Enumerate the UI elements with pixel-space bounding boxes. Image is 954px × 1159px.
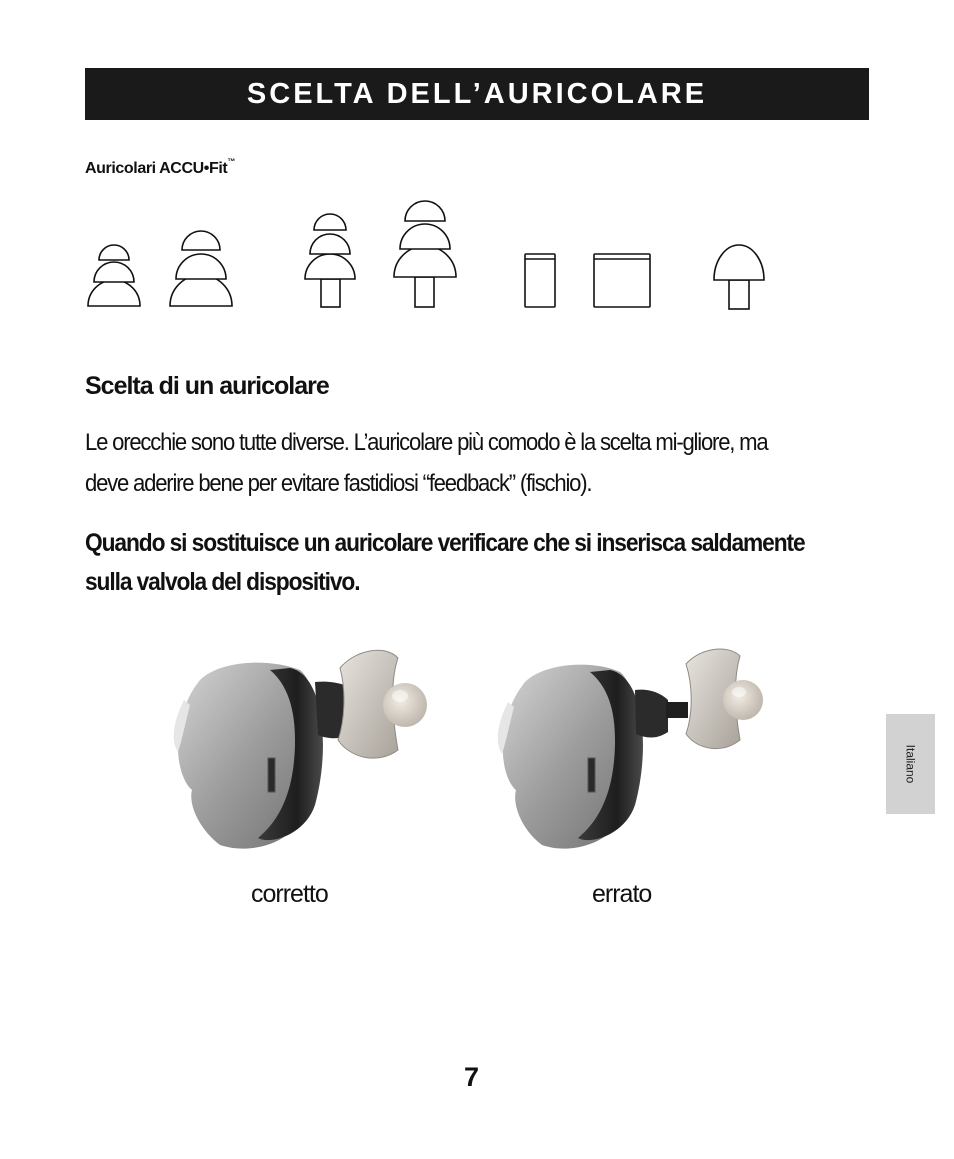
- foam-tip-large-icon: [594, 254, 650, 307]
- ear-tips-illustration: [80, 190, 780, 315]
- hearing-aid-incorrect-image: [490, 640, 765, 865]
- triple-flange-stem-tip-large-icon: [394, 201, 456, 307]
- section-title: SCELTA DELL’AURICOLARE: [246, 77, 708, 110]
- mushroom-tip-icon: [714, 245, 764, 309]
- triple-flange-tip-icon: [88, 245, 140, 306]
- hearing-aid-correct-image: [160, 640, 430, 865]
- incorrect-caption: errato: [592, 880, 652, 908]
- language-tab: [886, 714, 935, 814]
- tips-label: Auricolari ACCU•Fit™: [85, 157, 235, 177]
- replacement-note: Quando si sostituisce un auricolare verificare che si inserisca saldamente sulla valvola del dispositivo.: [85, 529, 805, 596]
- triple-flange-stem-tip-icon: [305, 214, 355, 307]
- correct-caption: corretto: [251, 880, 328, 908]
- trademark-symbol: ™: [227, 157, 235, 166]
- page-number: 7: [464, 1062, 480, 1092]
- section-heading: Scelta di un auricolare: [85, 372, 329, 400]
- language-label: Italiano: [903, 744, 918, 784]
- section-header: [85, 68, 869, 120]
- triple-flange-tip-large-icon: [170, 231, 232, 306]
- body-paragraph: Le orecchie sono tutte diverse. L’auricolare più comodo è la scelta mi-gliore, ma deve aderire bene per evitare fastidiosi “feedback” (fischio).: [85, 429, 768, 497]
- foam-tip-small-icon: [525, 254, 555, 307]
